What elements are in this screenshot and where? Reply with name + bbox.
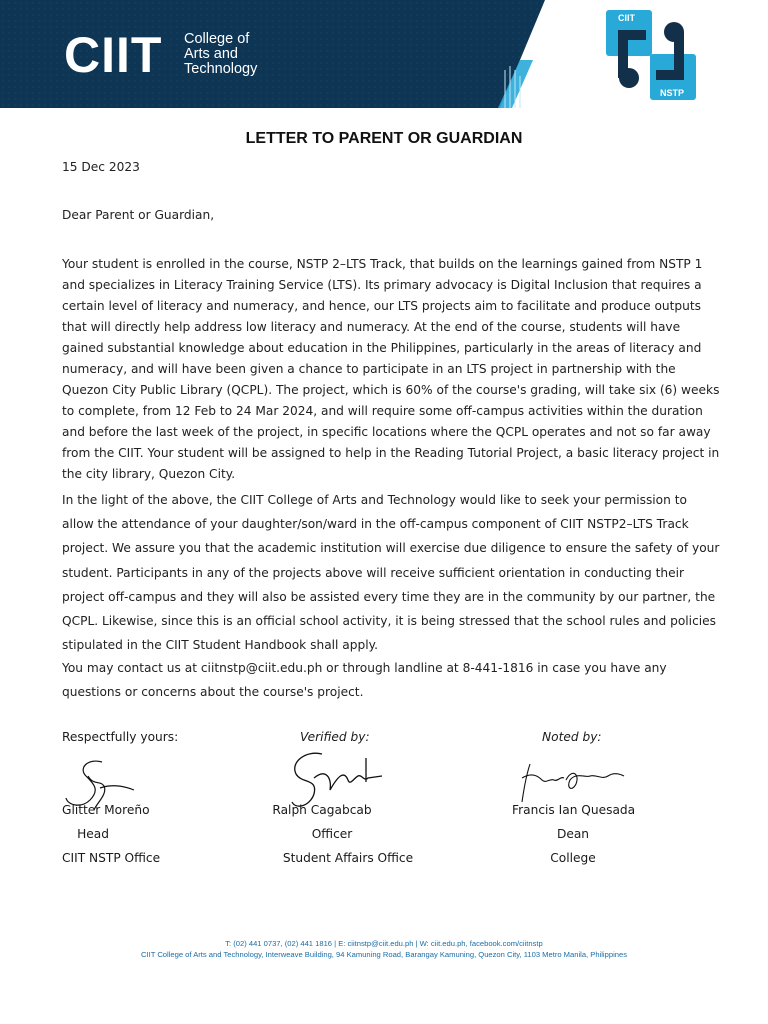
body-paragraph-2: In the light of the above, the CIIT College of Arts and Technology would like to seek your permission to allow the attendance of your daughter/son/ward in the off-campus component of CIIT NSTP2–LTS Track project. We assure you that the academic institution will exercise due diligence to ensure the safety of your student. Participants in any of the projects above will receive sufficient orientation in conducting their project off-campus and they will also be assisted every time they are in the community by our partner, the QCPL. Likewise, since this is an official school activity, it is being stressed that the school rules and policies stipulated in the CIIT Student Handbook shall apply. bbox=[62, 493, 720, 653]
logo-sub-line: Technology bbox=[184, 61, 258, 77]
nstp-logo-bottom-text: NSTP bbox=[660, 88, 685, 98]
signatory-office: Student Affairs Office bbox=[282, 851, 414, 865]
signatory-role: Head bbox=[77, 827, 109, 841]
letter-title: LETTER TO PARENT OR GUARDIAN bbox=[245, 130, 523, 147]
nstp-logo bbox=[604, 8, 698, 102]
signatory-role: Officer bbox=[311, 827, 353, 841]
signatory-label: Noted by: bbox=[542, 730, 602, 744]
ciit-logo-wordmark: CIIT bbox=[64, 27, 163, 83]
logo-sub-line: Arts and bbox=[184, 46, 238, 62]
signatory-label: Respectfully yours: bbox=[62, 730, 179, 744]
signatory-office: College bbox=[550, 851, 596, 865]
signatory-name: Ralph Cagabcab bbox=[272, 803, 372, 817]
body-paragraph-3: You may contact us at ciitnstp@ciit.edu.ph or through landline at 8-441-1816 in case you have any questions or concerns about the course's project. bbox=[62, 661, 667, 699]
footer-contact-line: T: (02) 441 0737, (02) 441 1816 | E: ciitnstp@ciit.edu.ph | W: ciit.edu.ph, facebook.com/ciitnstp bbox=[225, 939, 543, 948]
signatory-label: Verified by: bbox=[300, 730, 370, 744]
signatory-name: Francis Ian Quesada bbox=[512, 803, 636, 817]
signatory-role: Dean bbox=[556, 827, 590, 841]
signatory-office: CIIT NSTP Office bbox=[62, 851, 161, 865]
salutation: Dear Parent or Guardian, bbox=[62, 208, 215, 222]
nstp-logo-top-text: CIIT bbox=[618, 13, 635, 23]
footer-address-line: CIIT College of Arts and Technology, Interweave Building, 94 Kamuning Road, Barangay Kamuning, Quezon City, 1103 Metro Manila, Philippines bbox=[141, 950, 627, 959]
signatory-name: Glitter Moreño bbox=[62, 803, 150, 817]
letter-date: 15 Dec 2023 bbox=[62, 160, 140, 174]
letterhead bbox=[0, 0, 768, 108]
logo-sub-line: College of bbox=[184, 31, 250, 47]
body-paragraph-1: Your student is enrolled in the course, NSTP 2–LTS Track, that builds on the learnings gained from NSTP 1 and specializes in Literacy Training Service (LTS). Its primary advocacy is Digital Inclusion that requires a certain level of literacy and numeracy, and hence, our LTS projects aim to facilitate and produce outputs that will directly help address low literacy and numeracy. At the end of the course, students will have gained substantial knowledge about education in the Philippines, particularly in the areas of literacy and numeracy, and will have been given a chance to participate in an LTS project in partnership with the Quezon City Public Library (QCPL). The project, which is 60% of the course's grading, will take six (6) weeks to complete, from 12 Feb to 24 Mar 2024, and will require some off-campus activities within the duration and before the last week of the project, in specific locations where the QCPL operates and not so far away from the CIIT. Your student will be assigned to help in the Reading Tutorial Project, a basic literacy project in the city library, Quezon City. bbox=[62, 257, 720, 481]
footer-contact bbox=[0, 938, 768, 960]
ciit-logo-subtitle bbox=[184, 32, 257, 77]
